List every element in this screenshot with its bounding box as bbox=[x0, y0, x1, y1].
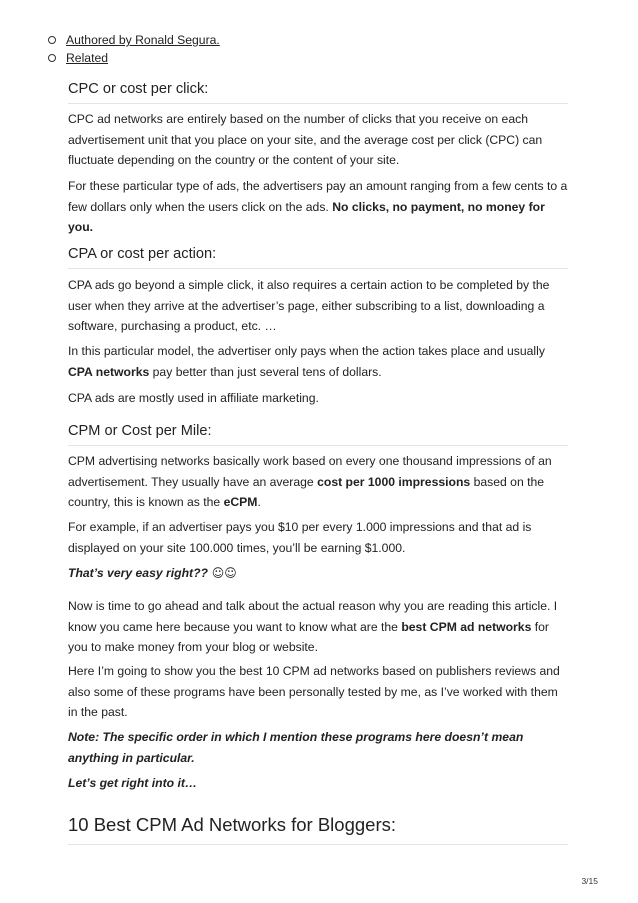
table-of-contents bbox=[48, 31, 220, 67]
cpa-p2-text-a: In this particular model, the advertiser only pays when the action takes place and usually bbox=[68, 344, 545, 358]
cpc-paragraph-1: CPC ad networks are entirely based on the number of clicks that you receive on each advertisement unit that you place on your site, and the average cost per click (CPC) can fluctuate depending on the country or the content of your site. bbox=[68, 112, 543, 167]
cpm-p1-bold-1: cost per 1000 impressions bbox=[317, 474, 471, 489]
cpc-heading: CPC or cost per click: bbox=[68, 81, 568, 104]
cpa-p2-text-b: pay better than just several tens of dollars. bbox=[149, 364, 382, 379]
cpa-paragraph-3: CPA ads are mostly used in affiliate marketing. bbox=[68, 391, 319, 405]
cpm-p1-text-b: based on the country, this is known as the bbox=[68, 474, 545, 509]
cpa-paragraph-1: CPA ads go beyond a simple click, it also requires a certain action to be completed by the user when they arrive at the advertiser’s page, either subscribing to a list, downloading a software, purchasing a product, etc. … bbox=[68, 278, 550, 333]
page-number: 3/15 bbox=[581, 876, 598, 886]
cpm-p3-emphasis: That’s very easy right?? bbox=[68, 566, 208, 580]
cpm-heading: CPM or Cost per Mile: bbox=[68, 423, 568, 446]
cpa-heading: CPA or cost per action: bbox=[68, 246, 568, 269]
cpc-p2-text: For these particular type of ads, the advertisers pay an amount ranging from a few cents to a few dollars only when the users click on the ads. bbox=[68, 179, 568, 214]
cpm-paragraph-4 bbox=[68, 596, 568, 658]
cpm-p4-text-a: Now is time to go ahead and talk about the actual reason why you are reading this article. I know you came here because you want to know what are the bbox=[68, 599, 558, 634]
toc-item[interactable] bbox=[48, 31, 220, 49]
cpa-paragraph-2 bbox=[68, 341, 568, 382]
cpm-p1-bold-2: eCPM bbox=[223, 495, 258, 509]
toc-link-author[interactable]: Authored by Ronald Segura. bbox=[66, 33, 220, 47]
cpm-note: Note: The specific order in which I mention these programs here doesn’t mean anything in particular. bbox=[68, 730, 524, 765]
cpm-p1-text-c: . bbox=[257, 495, 261, 509]
toc-item[interactable] bbox=[48, 49, 220, 67]
cpm-paragraph-2: For example, if an advertiser pays you $10 per every 1.000 impressions and that ad is displayed on your site 100.000 times, you’ll be earning $1.000. bbox=[68, 520, 532, 555]
cpm-p1-text-a: CPM advertising networks basically work based on every one thousand impressions of an advertisement. They usually have an average bbox=[68, 454, 552, 489]
cpm-paragraph-3 bbox=[68, 563, 568, 584]
section-title: 10 Best CPM Ad Networks for Bloggers: bbox=[68, 814, 568, 845]
cpc-p2-bold: No clicks, no payment, no money for you. bbox=[68, 199, 545, 234]
toc-link-related[interactable]: Related bbox=[66, 51, 109, 65]
cpm-paragraph-5: Here I’m going to show you the best 10 CPM ad networks based on publishers reviews and also some of these programs have been personally tested by me, as I’ve worked with them in the past. bbox=[68, 664, 560, 719]
cpm-p4-text-b: for you to make money from your blog or website. bbox=[68, 619, 549, 654]
smiley-icon: ☺☺ bbox=[207, 566, 237, 580]
cpm-paragraph-1 bbox=[68, 451, 568, 513]
cpa-p2-bold: CPA networks bbox=[68, 364, 150, 379]
cpm-lead-in: Let’s get right into it… bbox=[68, 776, 198, 790]
cpm-p4-bold: best CPM ad networks bbox=[401, 619, 532, 634]
cpc-paragraph-2 bbox=[68, 176, 568, 238]
